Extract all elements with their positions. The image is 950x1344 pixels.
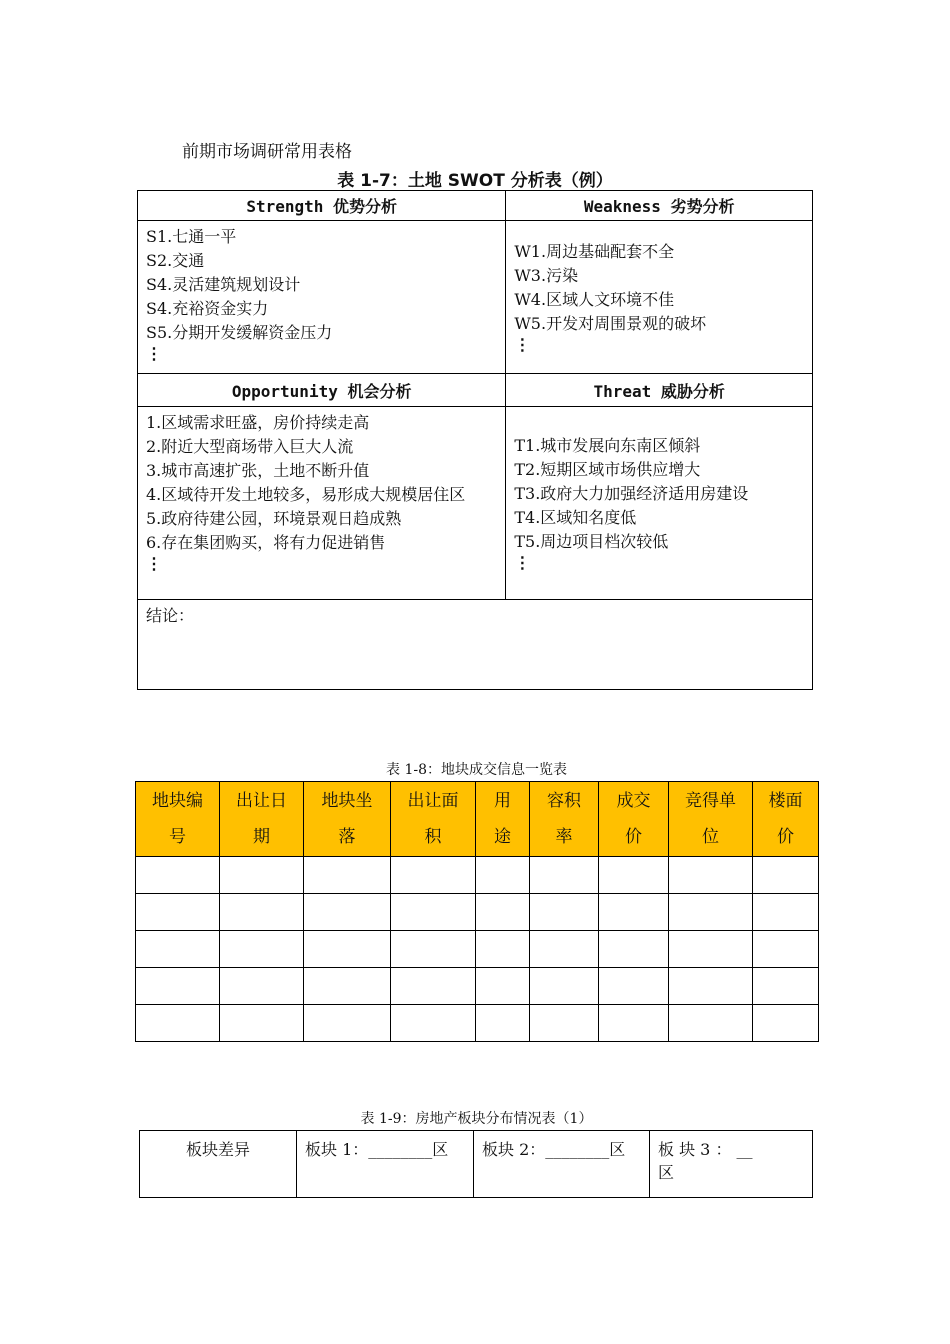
- list-item: 1.区域需求旺盛，房价持续走高: [146, 413, 370, 432]
- opportunity-cell: [138, 407, 506, 600]
- column-header: 出让日 期: [220, 782, 304, 857]
- table-row: [136, 894, 819, 931]
- threat-header: Threat 威胁分析: [506, 374, 813, 407]
- sector-distribution-table: [139, 1130, 813, 1198]
- table-cell: 板块 2：________区: [474, 1131, 650, 1198]
- opportunity-header: Opportunity 机会分析: [138, 374, 506, 407]
- table-row: [136, 931, 819, 968]
- header-row: [136, 782, 819, 857]
- list-item: S5.分期开发缓解资金压力: [146, 323, 333, 342]
- list-item: T3.政府大力加强经济适用房建设: [514, 484, 749, 503]
- list-item: T1.城市发展向东南区倾斜: [514, 436, 701, 455]
- column-header: 地块坐 落: [304, 782, 391, 857]
- ellipsis-icon: ⋮: [514, 335, 531, 354]
- ellipsis-icon: ⋮: [514, 553, 531, 572]
- column-header: 竞得单 位: [669, 782, 753, 857]
- list-item: 2.附近大型商场带入巨大人流: [146, 437, 354, 456]
- list-item: W5.开发对周围景观的破坏: [514, 314, 707, 333]
- list-item: S2.交通: [146, 251, 205, 270]
- table-row: [136, 1005, 819, 1042]
- list-item: 4.区域待开发土地较多，易形成大规模居住区: [146, 485, 466, 504]
- list-item: W3.污染: [514, 266, 579, 285]
- conclusion-cell: [138, 600, 813, 690]
- list-item: W1.周边基础配套不全: [514, 242, 675, 261]
- threat-cell: [506, 407, 813, 600]
- weakness-cell: [506, 221, 813, 374]
- weakness-header: Weakness 劣势分析: [506, 191, 813, 221]
- table-row: [136, 857, 819, 894]
- ellipsis-icon: ⋮: [146, 554, 162, 573]
- list-item: S4.充裕资金实力: [146, 299, 269, 318]
- conclusion-label: 结论：: [146, 606, 195, 625]
- strength-cell: [138, 221, 506, 374]
- table-cell: 板块 1：________区: [297, 1131, 474, 1198]
- list-item: S4.灵活建筑规划设计: [146, 275, 301, 294]
- column-header: 地块编 号: [136, 782, 220, 857]
- list-item: 6.存在集团购买，将有力促进销售: [146, 533, 386, 552]
- column-header: 用 途: [476, 782, 530, 857]
- list-item: T4.区域知名度低: [514, 508, 637, 527]
- list-item: 5.政府待建公园，环境景观日趋成熟: [146, 509, 402, 528]
- table-row: [140, 1131, 813, 1198]
- ellipsis-icon: ⋮: [146, 344, 162, 363]
- table-cell: 板块差异: [140, 1131, 297, 1198]
- list-item: W4.区域人文环境不佳: [514, 290, 675, 309]
- table-1-8-title: 表 1-8：地块成交信息一览表: [386, 762, 567, 778]
- table-row: [136, 968, 819, 1005]
- column-header: 出让面 积: [391, 782, 476, 857]
- strength-header: Strength 优势分析: [138, 191, 506, 221]
- table-cell: 板 块 3 ： __ 区: [650, 1131, 813, 1198]
- table-1-9-title: 表 1-9：房地产板块分布情况表（1）: [360, 1111, 593, 1127]
- column-header: 成交 价: [599, 782, 669, 857]
- column-header: 容积 率: [530, 782, 599, 857]
- list-item: 3.城市高速扩张，土地不断升值: [146, 461, 370, 480]
- page-heading: 前期市场调研常用表格: [182, 142, 352, 162]
- list-item: T2.短期区域市场供应增大: [514, 460, 701, 479]
- table-1-7-title: 表 1-7：土地 SWOT 分析表（例）: [337, 171, 613, 191]
- column-header: 楼面 价: [753, 782, 819, 857]
- swot-table: [137, 190, 813, 690]
- land-transaction-table: [135, 781, 819, 1042]
- list-item: S1.七通一平: [146, 227, 237, 246]
- list-item: T5.周边项目档次较低: [514, 532, 669, 551]
